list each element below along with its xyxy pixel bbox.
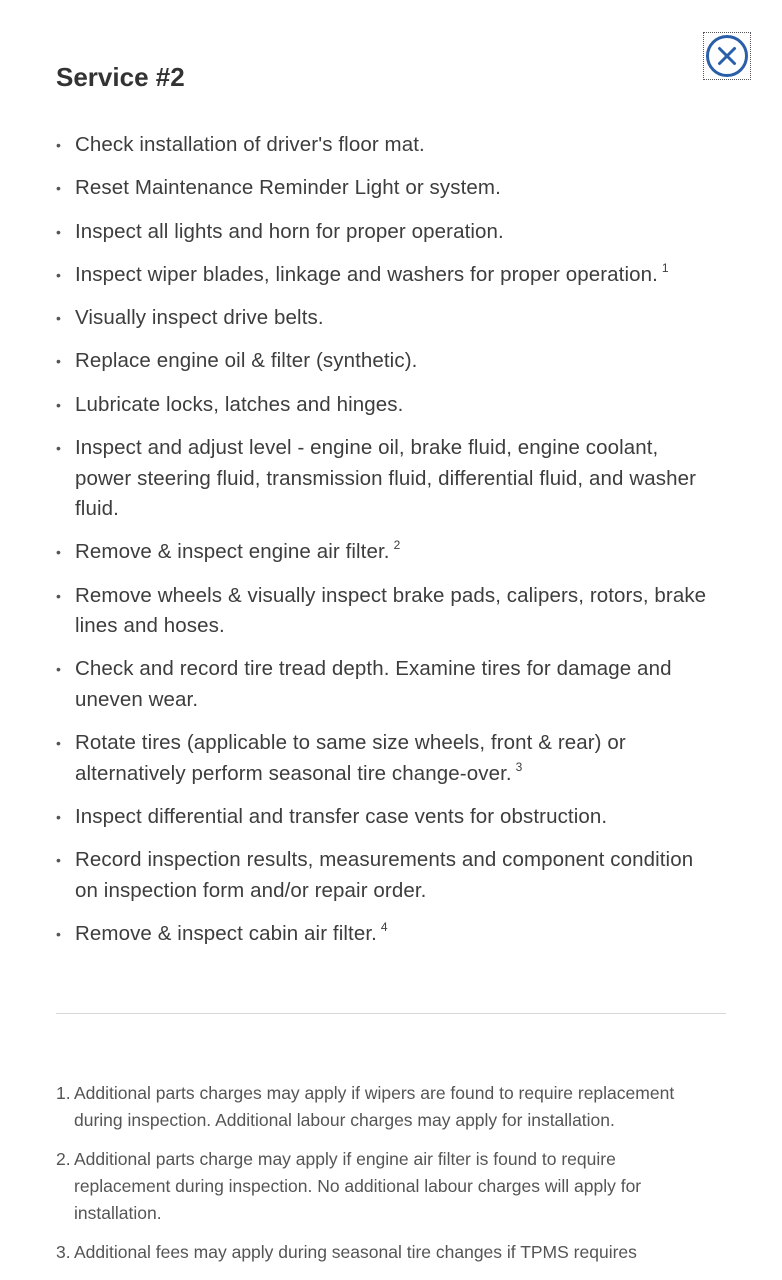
list-item bbox=[56, 845, 716, 906]
bullet-icon: • bbox=[56, 266, 62, 283]
service-checklist bbox=[56, 130, 716, 962]
close-button[interactable] bbox=[703, 32, 751, 80]
list-item-text: Inspect and adjust level - engine oil, brake fluid, engine coolant, power steering fluid, transmission fluid, differential fluid, and washer fluid. bbox=[75, 436, 696, 521]
list-item-text: Check and record tire tread depth. Examine tires for damage and uneven wear. bbox=[75, 657, 672, 711]
bullet-icon: • bbox=[56, 223, 62, 240]
list-item bbox=[56, 130, 716, 161]
list-item-text: Remove & inspect engine air filter. bbox=[75, 540, 390, 564]
close-icon[interactable] bbox=[705, 34, 749, 78]
list-item-text: Check installation of driver's floor mat. bbox=[75, 133, 425, 156]
footnote-text: Additional parts charges may apply if wipers are found to require replacement during inspection. Additional labour charges may apply for installation. bbox=[74, 1083, 675, 1130]
list-item-text: Record inspection results, measurements and component condition on inspection form and/or repair order. bbox=[75, 848, 694, 902]
footnote-item bbox=[56, 1239, 716, 1266]
page-title: Service #2 bbox=[56, 62, 185, 92]
list-item bbox=[56, 217, 716, 248]
list-item-text: Remove & inspect cabin air filter. bbox=[75, 922, 377, 946]
list-item bbox=[56, 260, 716, 291]
footnote-number: 1. bbox=[56, 1083, 71, 1103]
bullet-icon: • bbox=[56, 180, 62, 197]
list-item bbox=[56, 919, 716, 950]
footnote-text: Additional parts charge may apply if engine air filter is found to require replacement during inspection. No additional labour charges will apply for installation. bbox=[74, 1149, 642, 1223]
list-item-text: Rotate tires (applicable to same size wheels, front & rear) or alternatively perform seasonal tire change-over. bbox=[75, 731, 626, 785]
footnote-item bbox=[56, 1146, 716, 1227]
list-item-text: Remove wheels & visually inspect brake pads, calipers, rotors, brake lines and hoses. bbox=[75, 583, 707, 638]
bullet-icon: • bbox=[56, 809, 62, 826]
list-item bbox=[56, 390, 716, 421]
list-item bbox=[56, 346, 716, 377]
bullet-icon: • bbox=[56, 587, 62, 604]
bullet-icon: • bbox=[56, 137, 62, 153]
bullet-icon: • bbox=[56, 353, 62, 370]
list-item bbox=[56, 303, 716, 334]
footnote-number: 2. bbox=[56, 1149, 71, 1169]
bullet-icon: • bbox=[56, 544, 62, 561]
bullet-icon: • bbox=[56, 310, 62, 327]
list-item bbox=[56, 581, 716, 642]
list-item bbox=[56, 802, 716, 833]
list-item-text: Visually inspect drive belts. bbox=[75, 306, 324, 330]
list-item-text: Inspect wiper blades, linkage and washers for proper operation. bbox=[75, 262, 658, 286]
divider bbox=[56, 1013, 726, 1014]
footnotes bbox=[56, 1080, 716, 1278]
list-item bbox=[56, 173, 716, 204]
list-item-text: Inspect all lights and horn for proper operation. bbox=[75, 219, 504, 243]
footnote-text: Additional fees may apply during seasonal tire changes if TPMS requires bbox=[74, 1242, 637, 1262]
bullet-icon: • bbox=[56, 661, 62, 678]
footnote-number: 3. bbox=[56, 1242, 71, 1262]
bullet-icon: • bbox=[56, 926, 62, 943]
bullet-icon: • bbox=[56, 396, 62, 413]
footnote-marker: 3 bbox=[515, 759, 523, 774]
list-item bbox=[56, 728, 716, 789]
list-item-text: Inspect differential and transfer case vents for obstruction. bbox=[75, 805, 608, 829]
footnote-item bbox=[56, 1080, 716, 1134]
bullet-icon: • bbox=[56, 852, 62, 869]
bullet-icon: • bbox=[56, 735, 62, 752]
footnote-marker: 1 bbox=[661, 260, 669, 275]
bullet-icon: • bbox=[56, 440, 62, 457]
list-item-text: Reset Maintenance Reminder Light or system. bbox=[75, 176, 501, 200]
list-item bbox=[56, 654, 716, 715]
list-item-text: Lubricate locks, latches and hinges. bbox=[75, 392, 404, 416]
list-item bbox=[56, 537, 716, 568]
footnote-marker: 4 bbox=[380, 920, 388, 935]
list-item bbox=[56, 433, 716, 525]
list-item-text: Replace engine oil & filter (synthetic). bbox=[75, 349, 418, 373]
footnote-marker: 2 bbox=[393, 538, 401, 553]
